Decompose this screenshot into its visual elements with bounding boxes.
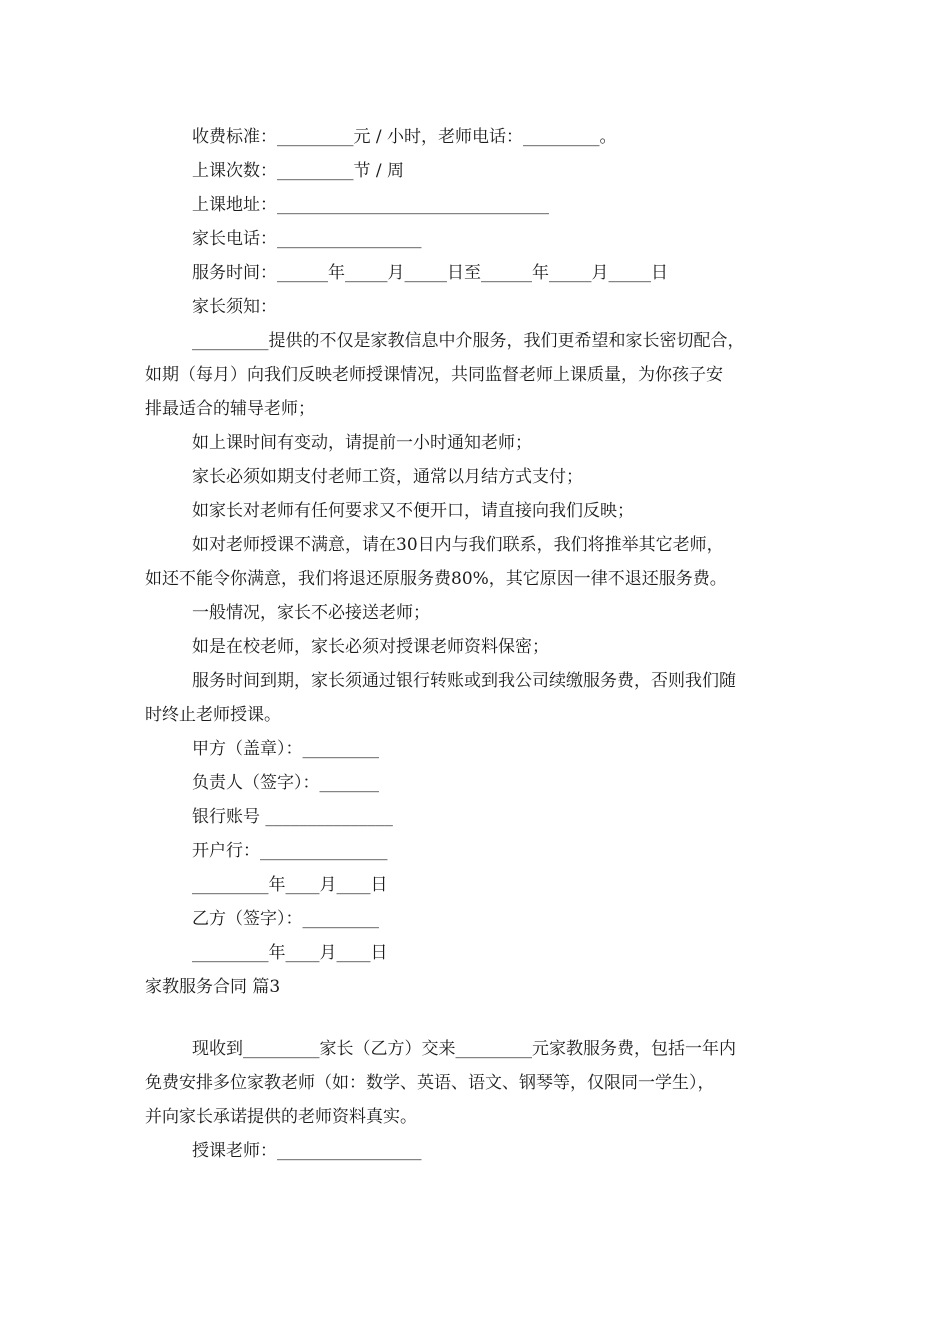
parent-phone-line: 家长电话：_________________ (192, 229, 422, 249)
notice-renewal-line-1: 服务时间到期，家长须通过银行转账或到我公司续缴服务费，否则我们随 (192, 671, 736, 691)
notice-refund-line-2: 如还不能令你满意，我们将退还原服务费80%，其它原因一律不退还服务费。 (145, 569, 727, 589)
notice-paragraph-1-line-2: 如期（每月）向我们反映老师授课情况，共同监督老师上课质量，为你孩子安 (145, 365, 723, 385)
class-frequency-line: 上课次数：_________节 / 周 (192, 161, 405, 181)
notice-requests: 如家长对老师有任何要求又不便开口，请直接向我们反映； (192, 501, 634, 521)
section-heading: 家教服务合同 篇3 (145, 977, 281, 997)
notice-paragraph-1-line-3: 排最适合的辅导老师； (145, 399, 315, 419)
fee-standard-line: 收费标准：_________元 / 小时，老师电话：_________。 (192, 127, 617, 147)
bank-branch: 开户行：_______________ (192, 841, 388, 861)
receipt-paragraph-line-1: 现收到_________家长（乙方）交来_________元家教服务费，包括一年内 (192, 1039, 736, 1059)
parent-notice-heading: 家长须知： (192, 297, 277, 317)
teacher-line: 授课老师：_________________ (192, 1141, 422, 1161)
receipt-paragraph-line-3: 并向家长承诺提供的老师资料真实。 (145, 1107, 417, 1127)
notice-pickup: 一般情况，家长不必接送老师； (192, 603, 430, 623)
party-a-date: _________年____月____日 (192, 875, 388, 895)
party-a-seal: 甲方（盖章）：_________ (192, 739, 379, 759)
notice-refund-line-1: 如对老师授课不满意，请在30日内与我们联系，我们将推举其它老师， (192, 535, 724, 555)
notice-schedule-change: 如上课时间有变动，请提前一小时通知老师； (192, 433, 532, 453)
notice-confidential: 如是在校老师，家长必须对授课老师资料保密； (192, 637, 549, 657)
party-b-date: _________年____月____日 (192, 943, 388, 963)
receipt-paragraph-line-2: 免费安排多位家教老师（如：数学、英语、语文、钢琴等，仅限同一学生）， (145, 1073, 715, 1093)
person-in-charge-signature: 负责人（签字）：_______ (192, 773, 379, 793)
document-page (145, 120, 810, 1168)
section-gap (145, 1004, 810, 1032)
party-b-signature: 乙方（签字）：_________ (192, 909, 379, 929)
bank-account: 银行账号 _______________ (192, 807, 393, 827)
notice-renewal-line-2: 时终止老师授课。 (145, 705, 281, 725)
service-period-line: 服务时间：______年_____月_____日至______年_____月_____日 (192, 263, 668, 283)
class-address-line: 上课地址：________________________________ (192, 195, 549, 215)
notice-salary-payment: 家长必须如期支付老师工资，通常以月结方式支付； (192, 467, 583, 487)
notice-paragraph-1-line-1: _________提供的不仅是家教信息中介服务，我们更希望和家长密切配合， (192, 331, 745, 351)
